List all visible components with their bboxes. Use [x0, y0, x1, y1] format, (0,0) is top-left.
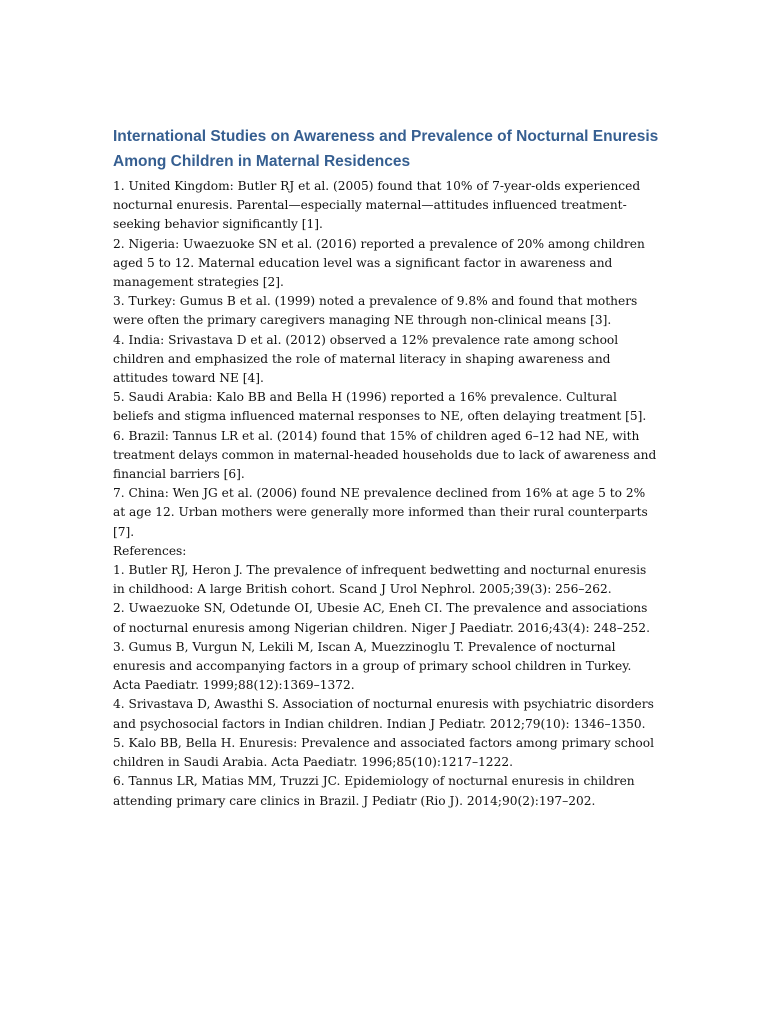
document-body [113, 177, 661, 811]
reference-item: 5. Kalo BB, Bella H. Enuresis: Prevalence and associated factors among primary school children in Saudi Arabia. Acta Paediatr. 1996;85(10):1217–1222. [113, 735, 654, 770]
reference-item: 6. Tannus LR, Matias MM, Truzzi JC. Epidemiology of nocturnal enuresis in children attending primary care clinics in Brazil. J Pediatr (Rio J). 2014;90(2):197–202. [113, 774, 635, 808]
study-china: 7. China: Wen JG et al. (2006) found NE prevalence declined from 16% at age 5 to 2% at age 12. Urban mothers were generally more informed than their rural counterparts [7]. [113, 486, 648, 539]
study-nigeria: 2. Nigeria: Uwaezuoke SN et al. (2016) reported a prevalence of 20% among children aged 5 to 12. Maternal education level was a significant factor in awareness and management strategies [2]. [113, 236, 645, 290]
references-heading: References: [113, 543, 187, 558]
document-title-line-1: International Studies on Awareness and Prevalence of Nocturnal Enuresis [113, 128, 659, 145]
study-united-kingdom: 1. United Kingdom: Butler RJ et al. (2005) found that 10% of 7-year-olds experienced nocturnal enuresis. Parental—especially maternal—attitudes influenced treatment-seeking behavior significantly [1]. [113, 179, 641, 232]
study-brazil: 6. Brazil: Tannus LR et al. (2014) found that 15% of children aged 6–12 had NE, with treatment delays common in maternal-headed households due to lack of awareness and financial barriers [6]. [113, 428, 657, 482]
document-title [113, 124, 661, 174]
study-india: 4. India: Srivastava D et al. (2012) observed a 12% prevalence rate among school children and emphasized the role of maternal literacy in shaping awareness and attitudes toward NE [4]. [113, 332, 619, 386]
study-saudi-arabia: 5. Saudi Arabia: Kalo BB and Bella H (1996) reported a 16% prevalence. Cultural beliefs and stigma influenced maternal responses to NE, often delaying treatment [5]. [113, 390, 647, 424]
document-content [113, 124, 661, 811]
reference-item: 1. Butler RJ, Heron J. The prevalence of infrequent bedwetting and nocturnal enuresis in childhood: A large British cohort. Scand J Urol Nephrol. 2005;39(3): 256–262. [113, 563, 647, 597]
reference-item: 3. Gumus B, Vurgun N, Lekili M, Iscan A, Muezzinoglu T. Prevalence of nocturnal enuresis and accompanying factors in a group of primary school children in Turkey. Acta Paediatr. 1999;88(12):1369–1372. [113, 639, 632, 693]
reference-item: 2. Uwaezuoke SN, Odetunde OI, Ubesie AC, Eneh CI. The prevalence and associations of nocturnal enuresis among Nigerian children. Niger J Paediatr. 2016;43(4): 248–252. [113, 601, 650, 635]
document-title-line-2: Among Children in Maternal Residences [113, 153, 411, 170]
reference-item: 4. Srivastava D, Awasthi S. Association of nocturnal enuresis with psychiatric disorders and psychosocial factors in Indian children. Indian J Pediatr. 2012;79(10): 1346–1350. [113, 697, 654, 731]
study-turkey: 3. Turkey: Gumus B et al. (1999) noted a prevalence of 9.8% and found that mothers were often the primary caregivers managing NE through non-clinical means [3]. [113, 294, 638, 328]
